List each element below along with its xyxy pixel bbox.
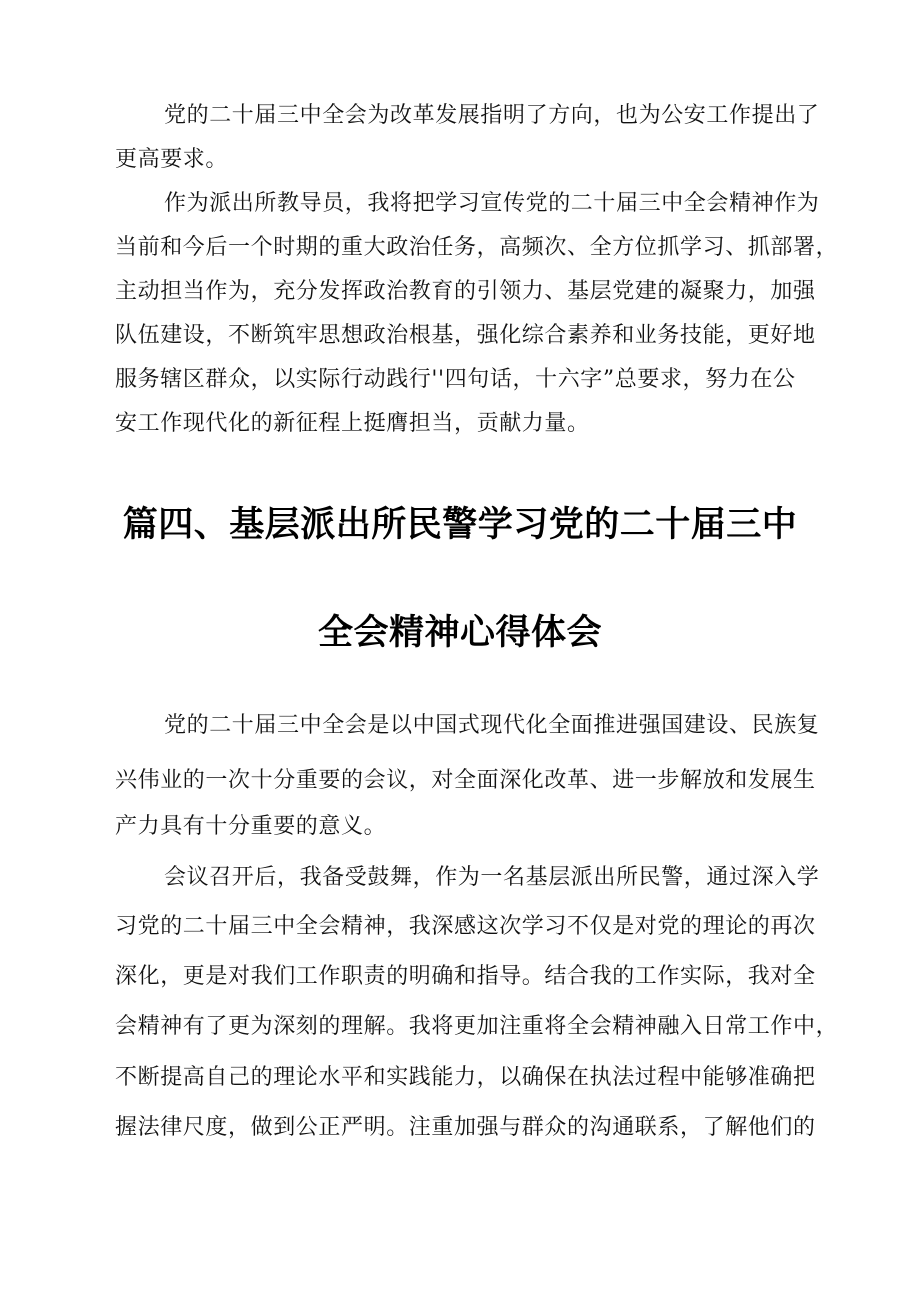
paragraph-line: 党的二十届三中全会是以中国式现代化全面推进强国建设、民族复 bbox=[164, 713, 820, 738]
paragraph-line: 深化，更是对我们工作职责的明确和指导。结合我的工作实际，我对全 bbox=[115, 964, 816, 989]
paragraph-line: 当前和今后一个时期的重大政治任务，高频次、全方位抓学习、抓部署， bbox=[115, 235, 839, 260]
paragraph-line: 习党的二十届三中全会精神，我深感这次学习不仅是对党的理论的再次 bbox=[115, 914, 816, 939]
paragraph-line: 握法律尺度，做到公正严明。注重加强与群众的沟通联系，了解他们的 bbox=[115, 1115, 816, 1140]
paragraph-line: 不断提高自己的理论水平和实践能力，以确保在执法过程中能够准确把 bbox=[115, 1065, 816, 1090]
paragraph-line: 作为派出所教导员，我将把学习宣传党的二十届三中全会精神作为 bbox=[164, 191, 820, 216]
paragraph-line: 安工作现代化的新征程上挺膺担当，贡献力量。 bbox=[115, 411, 590, 436]
section-title: 篇四、基层派出所民警学习党的二十届三中 bbox=[122, 505, 798, 545]
paragraph-line: 队伍建设，不断筑牢思想政治根基，强化综合素养和业务技能，更好地 bbox=[115, 323, 816, 348]
paragraph-line: 主动担当作为，充分发挥政治教育的引领力、基层党建的凝聚力，加强 bbox=[115, 279, 816, 304]
section-title: 全会精神心得体会 bbox=[317, 613, 602, 653]
paragraph-line: 会议召开后，我备受鼓舞，作为一名基层派出所民警，通过深入学 bbox=[164, 865, 820, 890]
paragraph-line: 产力具有十分重要的意义。 bbox=[115, 814, 387, 839]
paragraph-line: 兴伟业的一次十分重要的会议，对全面深化改革、进一步解放和发展生 bbox=[115, 768, 816, 793]
paragraph-line: 党的二十届三中全会为改革发展指明了方向，也为公安工作提出了 bbox=[164, 103, 820, 128]
paragraph-line: 更高要求。 bbox=[115, 147, 229, 172]
paragraph-line: 服务辖区群众，以实际行动践行''四句话，十六字”总要求，努力在公 bbox=[115, 367, 796, 392]
paragraph-line: 会精神有了更为深刻的理解。我将更加注重将全会精神融入日常工作中， bbox=[115, 1014, 839, 1039]
